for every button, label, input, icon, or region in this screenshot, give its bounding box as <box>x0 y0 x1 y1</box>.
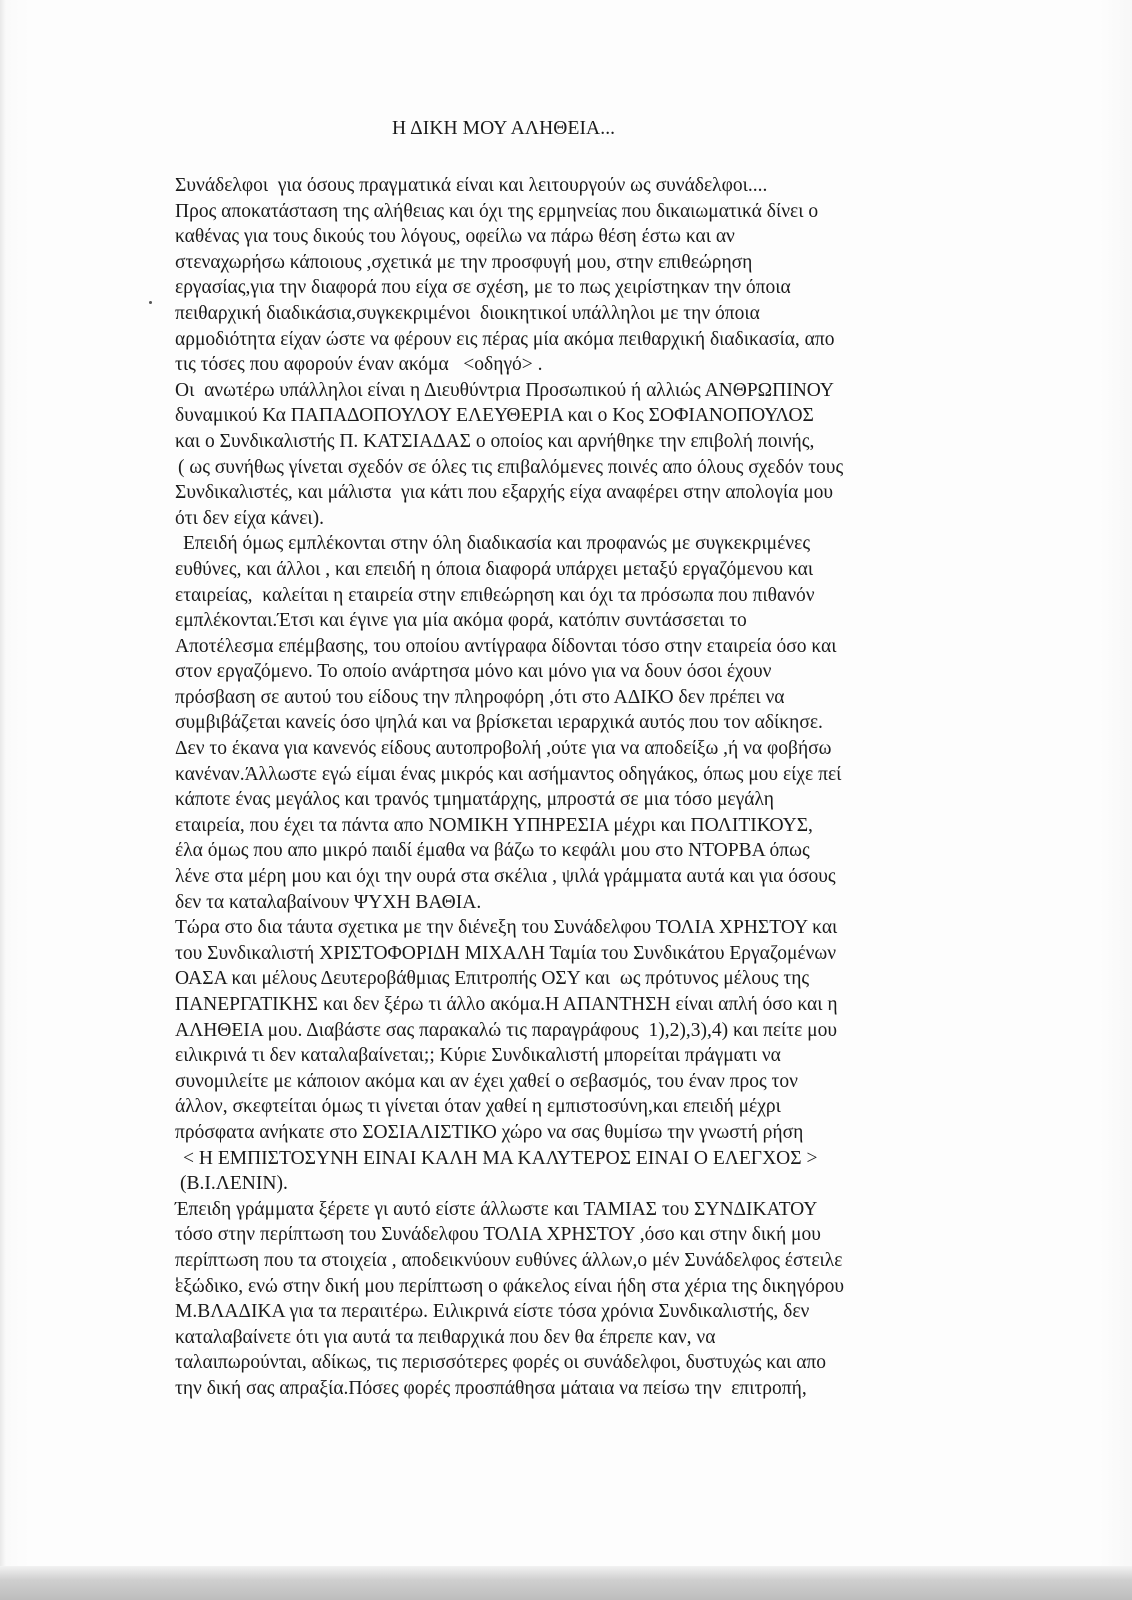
text-line: άλλον, σκεφτείται όμως τι γίνεται όταν χαθεί η εμπιστοσύνη,και επειδή μέχρι <box>175 1096 781 1118</box>
text-line: δυναμικού Κα ΠΑΠΑΔΟΠΟΥΛΟΥ ΕΛΕΥΘΕΡΙΑ και ο Κος ΣΟΦΙΑΝΟΠΟΥΛΟΣ <box>175 405 814 427</box>
text-line: κάποτε ένας μεγάλος και τρανός τμηματάρχης, μπροστά σε μια τόσο μεγάλη <box>175 789 774 811</box>
text-line: ευθύνες, και άλλοι , και επειδή η όποια διαφορά υπάρχει μεταξύ εργαζόμενου και <box>175 558 814 580</box>
text-line: ( ως συνήθως γίνεται σχεδόν σε όλες τις επιβαλόμενες ποινές απο όλους σχεδόν τους <box>178 456 844 478</box>
text-line: Συνδικαλιστές, και μάλιστα για κάτι που εξαρχής είχα αναφέρει στην απολογία μου <box>175 482 834 504</box>
document-title: Η ΔΙΚΗ ΜΟΥ ΑΛΗΘΕΙΑ... <box>392 118 616 139</box>
text-line: ειλικρινά τι δεν καταλαβαίνεται;; Κύριε Συνδικαλιστή μπορείται πράγματι να <box>175 1045 781 1067</box>
text-line: ΟΑΣΑ και μέλους Δευτεροβάθμιας Επιτροπής ΟΣΥ και ως πρότυνος μέλους της <box>175 968 810 990</box>
text-line: συνομιλείτε με κάποιον ακόμα και αν έχει χαθεί ο σεβασμός, του έναν προς τον <box>175 1070 798 1092</box>
text-line: εμπλέκονται.Έτσι και έγινε για μία ακόμα φορά, κατόπιν συντάσσεται το <box>175 610 747 632</box>
text-line: αρμοδιότητα είχαν ώστε να φέρουν εις πέρας μία ακόμα πειθαρχική διαδικασία, απο <box>175 328 835 350</box>
text-line: την δική σας απραξία.Πόσες φορές προσπάθησα μάταια να πείσω την επιτροπή, <box>175 1377 807 1399</box>
text-line: Προς αποκατάσταση της αλήθειας και όχι της ερμηνείας που δικαιωματικά δίνει ο <box>175 200 819 222</box>
text-line: ότι δεν είχα κάνει). <box>175 507 325 529</box>
text-line: περίπτωση που τα στοιχεία , αποδεικνύουν ευθύνες άλλων,ο μέν Συνάδελφος έστειλε <box>175 1249 843 1271</box>
text-line: πρόσβαση σε αυτού του είδους την πληροφόρη ,ότι στο ΑΔΙΚΟ δεν πρέπει να <box>175 686 785 708</box>
text-line: στεναχωρήσω κάποιους ,σχετικά με την προσφυγή μου, στην επιθεώρηση <box>175 251 753 273</box>
text-line: εταιρεία, που έχει τα πάντα απο ΝΟΜΙΚΗ ΥΠΗΡΕΣΙΑ μέχρι και ΠΟΛΙΤΙΚΟΥΣ, <box>175 814 813 836</box>
text-line: Τώρα στο δια τάυτα σχετικα με την διένεξη του Συνάδελφου ΤΟΛΙΑ ΧΡΗΣΤΟΥ και <box>175 917 838 939</box>
text-line: του Συνδικαλιστή ΧΡΙΣΤΟΦΟΡΙΔΗ ΜΙΧΑΛΗ Ταμία του Συνδικάτου Εργαζομένων <box>175 942 837 964</box>
text-line: Αποτέλεσμα επέμβασης, του οποίου αντίγραφα δίδονται τόσο στην εταιρεία όσο και <box>175 635 837 657</box>
text-line: εταιρείας, καλείται η εταιρεία στην επιθεώρηση και όχι τα πρόσωπα που πιθανόν <box>175 584 815 606</box>
letter-body <box>175 173 1075 1402</box>
text-line: πρόσφατα ανήκατε στο ΣΟΣΙΑΛΙΣΤΙΚΟ χώρο να σας θυμίσω την γνωστή ρήση <box>175 1121 804 1143</box>
text-line: τις τόσες που αφορούν έναν ακόμα <οδηγό> . <box>175 354 543 376</box>
text-line: Δεν το έκανα για κανενός είδους αυτοπροβολή ,ούτε για να αποδείξω ,ή να φοβήσω <box>175 738 832 760</box>
text-line: λένε στα μέρη μου και όχι την ουρά στα σκέλια , ψιλά γράμματα αυτά και για όσους <box>175 866 836 888</box>
text-line: πειθαρχική διαδικάσια,συγκεκριμένοι διοικητικοί υπάλληλοι με την όποια <box>175 302 760 324</box>
text-line: Επειδή όμως εμπλέκονται στην όλη διαδικασία και προφανώς με συγκεκριμένες <box>183 533 811 555</box>
text-line: καθένας για τους δικούς του λόγους, οφείλω να πάρω θέση έστω και αν <box>175 226 735 248</box>
text-line: και ο Συνδικαλιστής Π. ΚΑΤΣΙΑΔΑΣ ο οποίος και αρνήθηκε την επιβολή ποινής, <box>175 430 815 452</box>
text-line: Έπειδη γράμματα ξέρετε γι αυτό είστε άλλωστε και ΤΑΜΙΑΣ του ΣΥΝΔΙΚΑΤΟΥ <box>175 1198 818 1220</box>
scan-bottom-edge <box>0 1566 1132 1600</box>
scan-speck <box>149 301 152 304</box>
text-line: κανέναν.Άλλωστε εγώ είμαι ένας μικρός και ασήμαντος οδηγάκος, όπως μου είχε πεί <box>175 763 842 785</box>
text-line: Συνάδελφοι για όσους πραγματικά είναι και λειτουργούν ως συνάδελφοι.... <box>175 175 768 196</box>
text-line: ΠΑΝΕΡΓΑΤΙΚΗΣ και δεν ξέρω τι άλλο ακόμα.Η ΑΠΑΝΤΗΣΗ είναι απλή όσο και η <box>175 994 838 1015</box>
text-line: συμβιβάζεται κανείς όσο ψηλά και να βρίσκεται ιεραρχικά αυτός που τον αδίκησε. <box>175 712 823 734</box>
text-line: στον εργαζόμενο. Το οποίο ανάρτησα μόνο και μόνο για να δουν όσοι έχουν <box>175 661 772 683</box>
text-line: δεν τα καταλαβαίνουν ΨΥΧΗ ΒΑΘΙΑ. <box>175 891 482 913</box>
text-line: εξώδικο, ενώ στην δική μου περίπτωση ο φάκελος είναι ήδη στα χέρια της δικηγόρου <box>175 1275 845 1297</box>
text-line: Οι ανωτέρω υπάλληλοι είναι η Διευθύντρια Προσωπικού ή αλλιώς ΑΝΘΡΩΠΙΝΟΥ <box>175 379 835 401</box>
text-line: έλα όμως που απο μικρό παιδί έμαθα να βάζω το κεφάλι μου στο ΝΤΟΡΒΑ όπως <box>175 840 810 862</box>
text-line: καταλαβαίνετε ότι για αυτά τα πειθαρχικά που δεν θα έπρεπε καν, να <box>175 1326 716 1348</box>
text-line: εργασίας,για την διαφορά που είχα σε σχέση, με το πως χειρίστηκαν την όποια <box>175 277 791 299</box>
quote-line: < Η ΕΜΠΙΣΤΟΣΥΝΗ ΕΙΝΑΙ ΚΑΛΗ ΜΑ ΚΑΛΥΤΕΡΟΣ ΕΙΝΑΙ Ο ΕΛΕΓΧΟΣ > <box>183 1147 818 1169</box>
quote-attribution: (Β.Ι.ΛΕΝΙΝ). <box>180 1173 288 1195</box>
text-line: τόσο στην περίπτωση του Συνάδελφου ΤΟΛΙΑ ΧΡΗΣΤΟΥ ,όσο και στην δική μου <box>175 1224 821 1246</box>
text-line: ταλαιπωρούνται, αδίκως, τις περισσότερες φορές οι συνάδελφοι, δυστυχώς και απο <box>175 1352 827 1374</box>
text-line: ΑΛΗΘΕΙΑ μου. Διαβάστε σας παρακαλώ τις παραγράφους 1),2),3),4) και πείτε μου <box>175 1019 838 1041</box>
text-line: Μ.ΒΛΑΔΙΚΑ για τα περαιτέρω. Ειλικρινά είστε τόσα χρόνια Συνδικαλιστής, δεν <box>175 1301 810 1323</box>
